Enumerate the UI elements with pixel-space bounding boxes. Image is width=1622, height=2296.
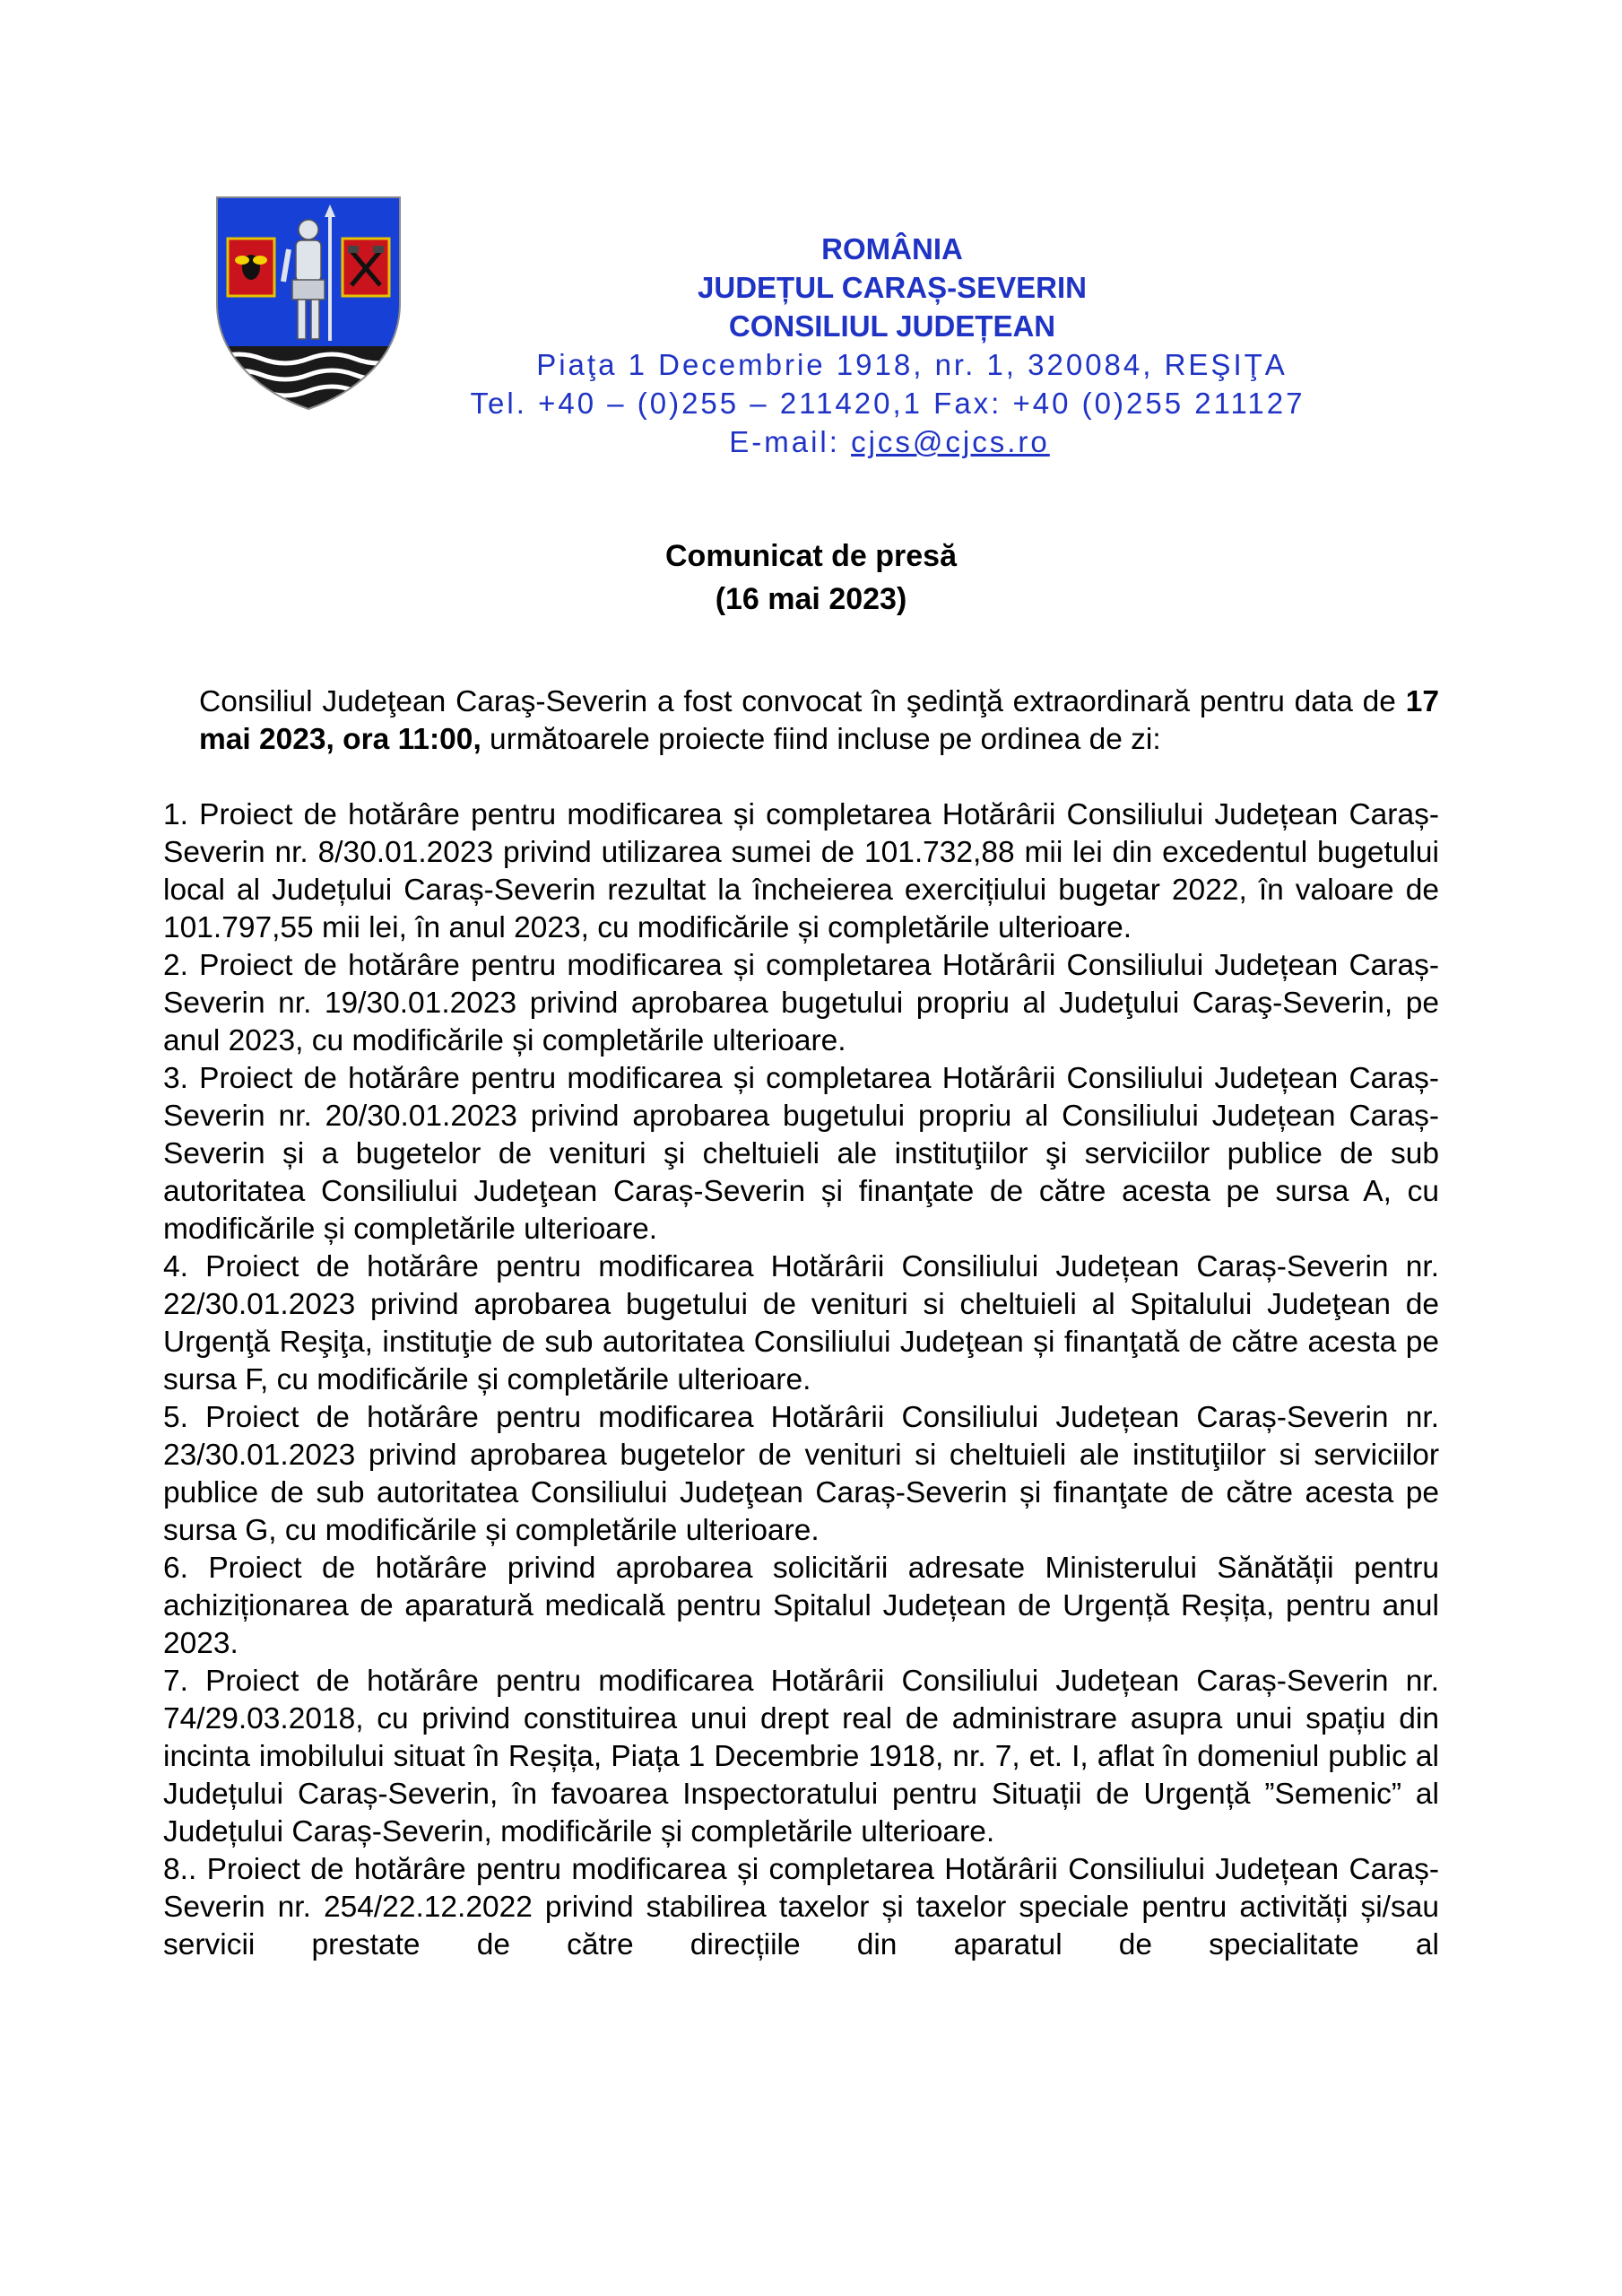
header-phone: Tel. +40 – (0)255 – 211420,1 Fax: +40 (0)255 211127: [470, 387, 1305, 420]
header-address: Piaţa 1 Decembrie 1918, nr. 1, 320084, REŞIŢA: [536, 348, 1288, 381]
institution-header: [377, 230, 1399, 461]
agenda-item: 7. Proiect de hotărâre pentru modificarea Hotărârii Consiliului Județean Caraș-Severin nr. 74/29.03.2018, cu privind constituirea unui drept real de administrare asupra unui spațiu din incinta imobilului situat în Reșița, Piața 1 Decembrie 1918, nr. 7, et. I, aflat în domeniul public al Județului Caraș-Severin, în favoarea Inspectoratului pentru Situații de Urgență ”Semenic” al Județului Caraș-Severin, modificările și completările ulterioare.: [163, 1665, 1439, 1848]
header-council: CONSILIUL JUDEȚEAN: [728, 309, 1056, 343]
intro-text-after: următoarele proiecte fiind incluse pe ordinea de zi:: [481, 723, 1161, 756]
title-line: Comunicat de presă: [665, 539, 957, 573]
agenda-item: 1. Proiect de hotărâre pentru modificarea și completarea Hotărârii Consiliului Județean Caraș-Severin nr. 8/30.01.2023 privind utilizarea sumei de 101.732,88 mii lei din excedentul bugetului local al Județului Caraș-Severin rezultat la încheierea exercițiului bugetar 2022, în valoare de 101.797,55 mii lei, în anul 2023, cu modificările și completările ulterioare.: [163, 798, 1439, 944]
agenda-item: 6. Proiect de hotărâre privind aprobarea solicitării adresate Ministerului Sănătății pentru achiziționarea de aparatură medicală pentru Spitalul Județean de Urgență Reșița, pentru anul 2023.: [163, 1552, 1439, 1660]
intro-paragraph: [199, 683, 1439, 759]
press-release-title: [0, 535, 1622, 621]
header-country: ROMÂNIA: [821, 232, 963, 265]
agenda-item: 3. Proiect de hotărâre pentru modificarea și completarea Hotărârii Consiliului Județean Caraș-Severin nr. 20/30.01.2023 privind aprobarea bugetului propriu al Consiliului Județean Caraș-Severin și a bugetelor de venituri şi cheltuieli ale instituţiilor şi serviciilor publice de sub autoritatea Consiliului Judeţean Caraș-Severin și finanţate de către acesta pe sursa A, cu modificările și completările ulterioare.: [163, 1062, 1439, 1246]
agenda-item: 5. Proiect de hotărâre pentru modificarea Hotărârii Consiliului Județean Caraș-Severin nr. 23/30.01.2023 privind aprobarea bugetelor de venituri si cheltuieli ale instituţiilor si serviciilor publice de sub autoritatea Consiliului Judeţean Caraș-Severin și finanţate de către acesta pe sursa G, cu modificările și completările ulterioare.: [163, 1401, 1439, 1547]
header-county: JUDEȚUL CARAȘ-SEVERIN: [698, 271, 1087, 304]
header-email-label: E-mail:: [729, 425, 852, 458]
agenda-item: 8.. Proiect de hotărâre pentru modificarea și completarea Hotărârii Consiliului Județean Caraș-Severin nr. 254/22.12.2022 privind stabilirea taxelor și taxelor speciale pentru activități și/sau servicii prestate de către direcțiile din aparatul de specialitate al: [163, 1853, 1439, 1961]
county-coat-of-arms-icon: [215, 196, 402, 411]
intro-text-before: Consiliul Judeţean Caraş-Severin a fost convocat în şedinţă extraordinară pentru data de: [199, 685, 1406, 718]
agenda-item: 2. Proiect de hotărâre pentru modificarea și completarea Hotărârii Consiliului Județean Caraș-Severin nr. 19/30.01.2023 privind aprobarea bugetului propriu al Judeţului Caraş-Severin, pe anul 2023, cu modificările și completările ulterioare.: [163, 949, 1439, 1057]
header-email-link[interactable]: cjcs@cjcs.ro: [851, 425, 1050, 458]
agenda-list: [163, 796, 1439, 1964]
intro-date-time: 17 mai 2023, ora 11:00,: [199, 685, 1439, 756]
title-date: (16 mai 2023): [715, 582, 907, 616]
agenda-item: 4. Proiect de hotărâre pentru modificarea Hotărârii Consiliului Județean Caraș-Severin nr. 22/30.01.2023 privind aprobarea bugetului de venituri si cheltuieli al Spitalului Judeţean de Urgenţă Reşiţa, instituţie de sub autoritatea Consiliului Judeţean și finanţată de către acesta pe sursa F, cu modificările și completările ulterioare.: [163, 1250, 1439, 1396]
header-email-line: [377, 422, 1399, 461]
